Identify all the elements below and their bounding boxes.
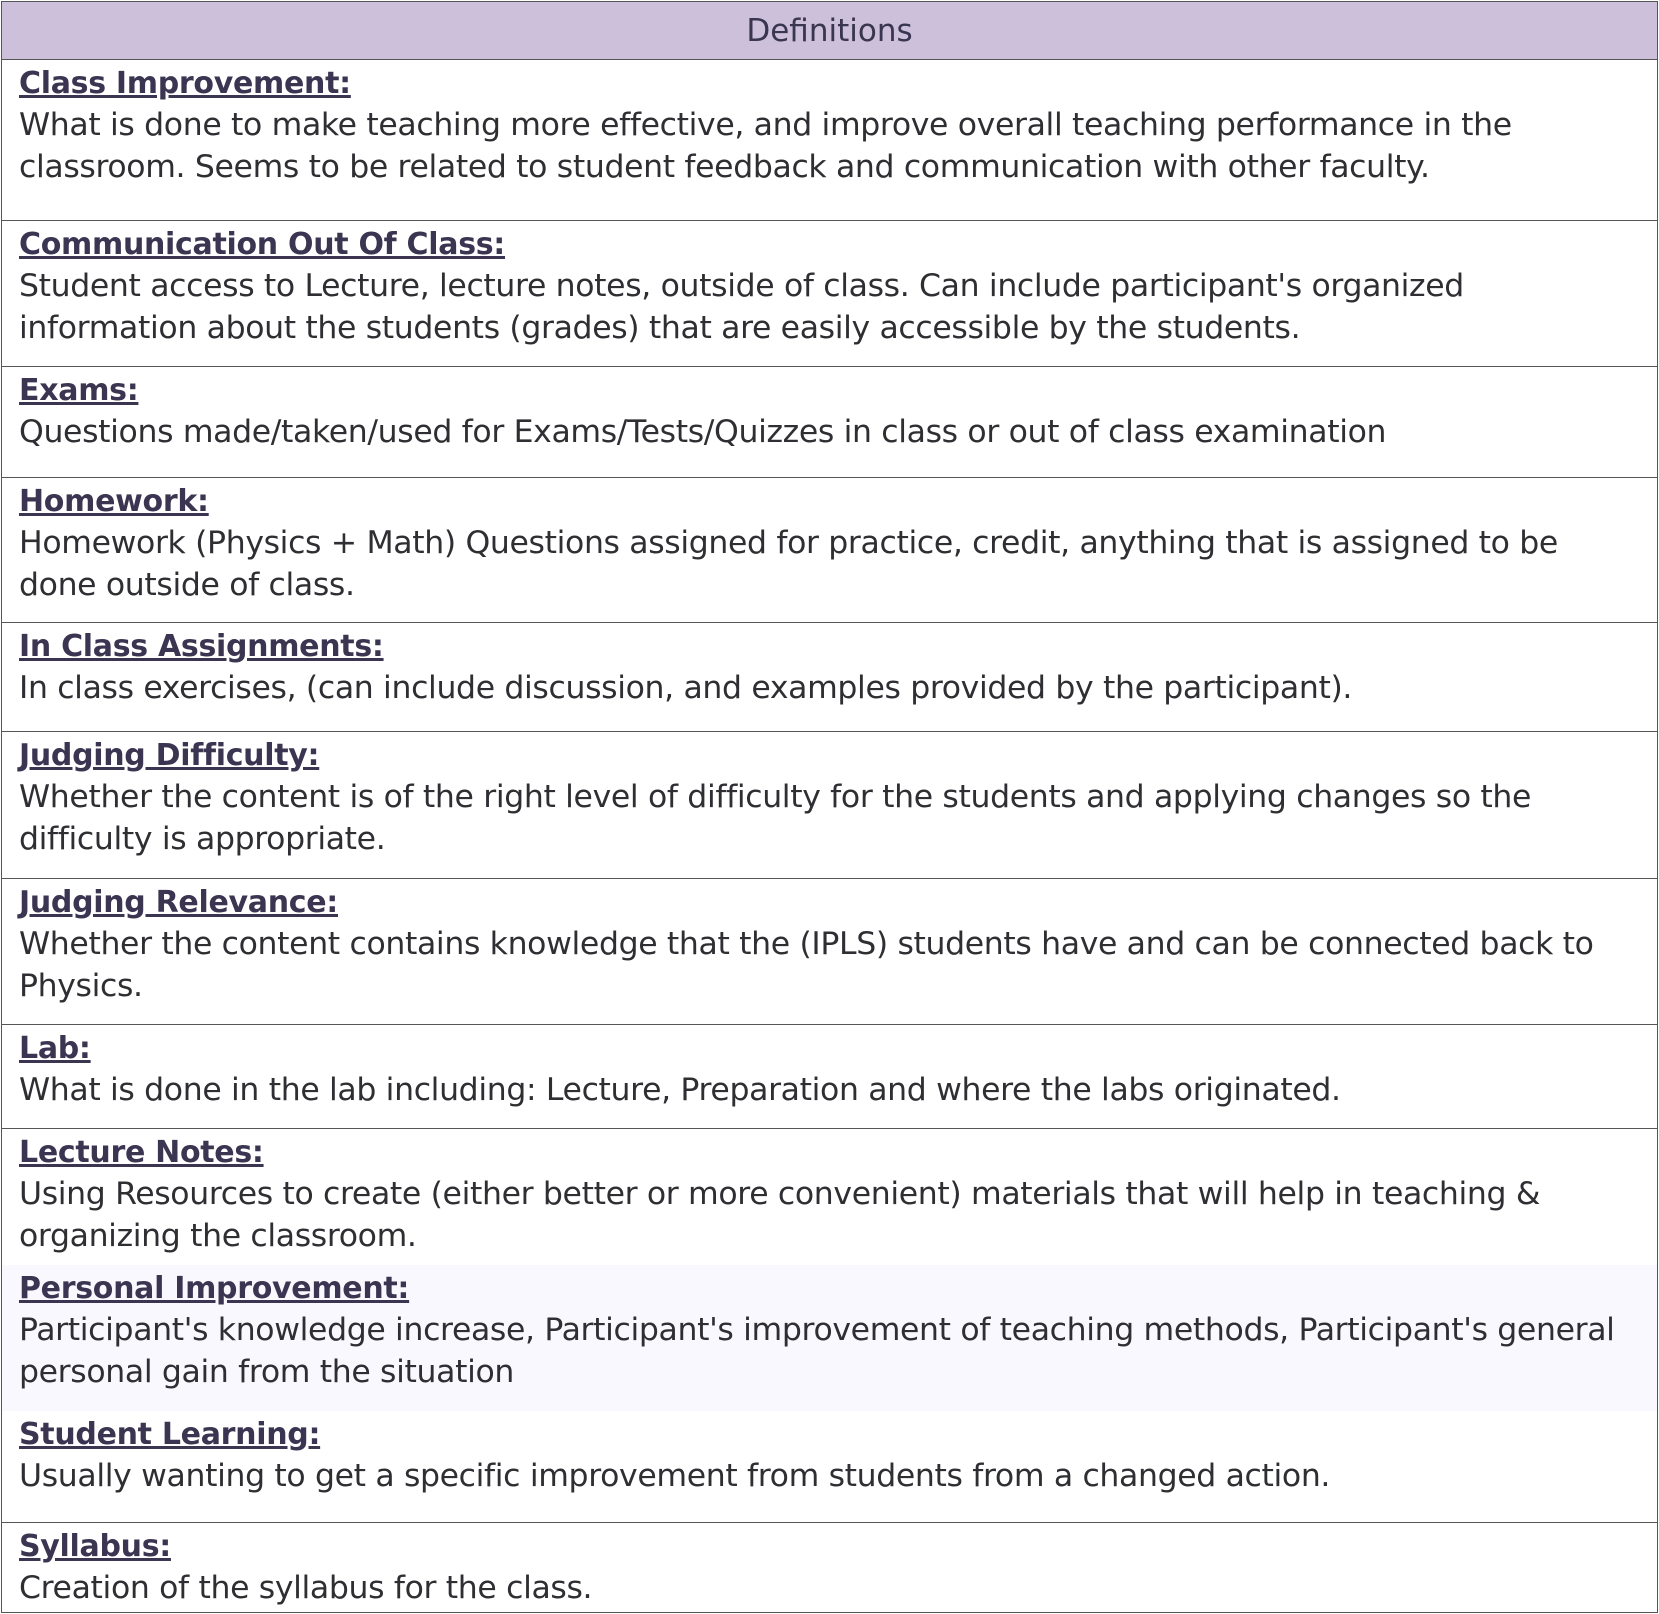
table-row (2, 60, 1657, 221)
definition-text: What is done in the lab including: Lecture, Preparation and where the labs originated. (19, 1072, 1341, 1108)
definition-text: Usually wanting to get a specific improvement from students from a changed action. (19, 1458, 1331, 1494)
definition-text: Whether the content is of the right level of difficulty for the students and applying changes so the difficulty is appropriate. (19, 779, 1532, 857)
table-row (2, 1523, 1657, 1613)
table-title: Definitions (746, 12, 913, 49)
definitions-table (1, 1, 1658, 1613)
table-row (2, 1129, 1657, 1265)
table-row (2, 221, 1657, 367)
table-row (2, 1265, 1657, 1411)
table-row (2, 623, 1657, 732)
definition-text: What is done to make teaching more effective, and improve overall teaching performance in the classroom. Seems to be related to student feedback and communication with other faculty. (19, 107, 1512, 185)
term-label: Class Improvement: (19, 66, 351, 101)
table-row (2, 1411, 1657, 1523)
term-label: Lab: (19, 1031, 91, 1066)
table-row (2, 879, 1657, 1025)
term-label: Communication Out Of Class: (19, 227, 506, 262)
definition-text: In class exercises, (can include discussion, and examples provided by the participant). (19, 670, 1353, 706)
table-row (2, 732, 1657, 879)
term-label: Homework: (19, 484, 209, 519)
definition-text: Homework (Physics + Math) Questions assigned for practice, credit, anything that is assigned to be done outside of class. (19, 525, 1558, 603)
table-row (2, 367, 1657, 478)
term-label: Syllabus: (19, 1529, 171, 1564)
definition-text: Questions made/taken/used for Exams/Tests/Quizzes in class or out of class examination (19, 414, 1387, 450)
definition-text: Creation of the syllabus for the class. (19, 1570, 593, 1606)
term-label: Personal Improvement: (19, 1271, 410, 1306)
table-row (2, 478, 1657, 623)
table-row (2, 1025, 1657, 1129)
term-label: Exams: (19, 373, 139, 408)
table-header (2, 2, 1657, 60)
definition-text: Student access to Lecture, lecture notes, outside of class. Can include participant's organized information about the students (grades) that are easily accessible by the students. (19, 268, 1464, 346)
term-label: In Class Assignments: (19, 629, 384, 664)
definition-text: Using Resources to create (either better or more convenient) materials that will help in teaching & organizing the classroom. (19, 1176, 1541, 1254)
term-label: Lecture Notes: (19, 1135, 264, 1170)
term-label: Judging Difficulty: (19, 738, 320, 773)
definition-text: Participant's knowledge increase, Participant's improvement of teaching methods, Participant's general personal gain from the situation (19, 1312, 1615, 1390)
term-label: Judging Relevance: (19, 885, 338, 920)
term-label: Student Learning: (19, 1417, 321, 1452)
definition-text: Whether the content contains knowledge that the (IPLS) students have and can be connected back to Physics. (19, 926, 1594, 1004)
